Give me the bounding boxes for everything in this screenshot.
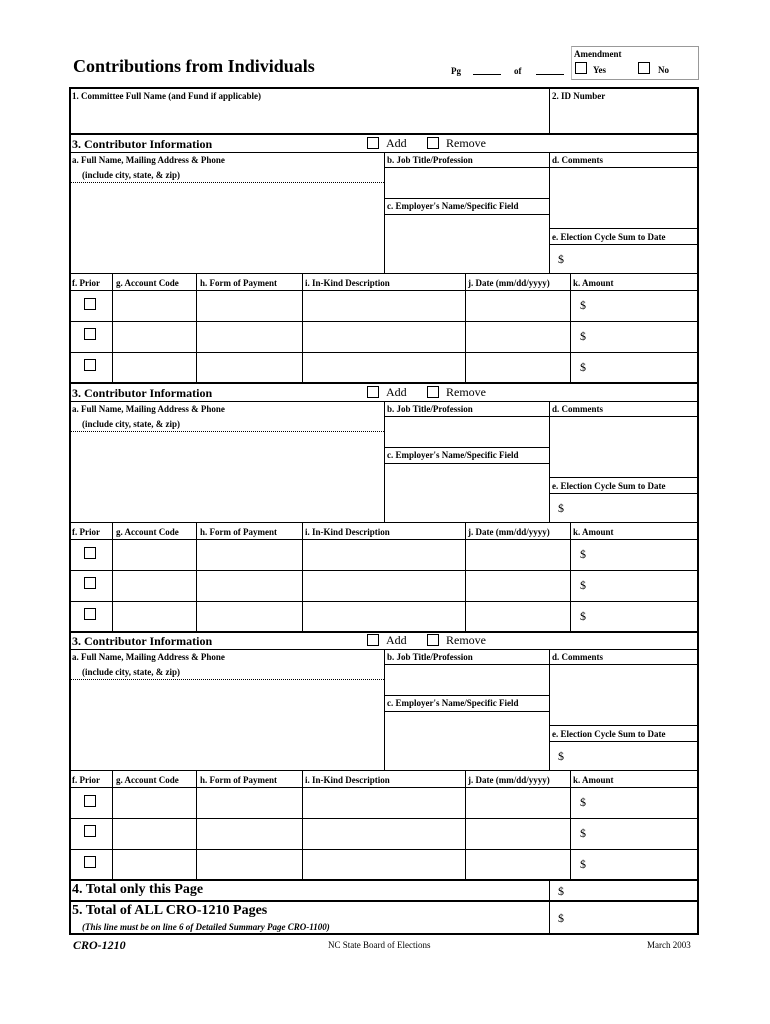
date-col-label: j. Date (mm/dd/yyyy) [468,527,550,537]
employer-field[interactable] [385,712,549,769]
amount-dollar: $ [580,609,586,623]
contributor-section-label: 3. Contributor Information [72,137,213,151]
account-code-col-label: g. Account Code [116,527,179,537]
committee-name-field[interactable] [70,104,549,133]
remove-checkbox[interactable] [427,634,439,646]
full-name-label: a. Full Name, Mailing Address & Phone [72,155,225,165]
election-sum-label: e. Election Cycle Sum to Date [552,729,666,739]
job-title-field[interactable] [385,168,549,197]
remove-label: Remove [446,136,486,150]
election-sum-field[interactable] [570,495,696,521]
employer-field[interactable] [385,215,549,272]
form-title: Contributions from Individuals [73,56,315,76]
job-title-label: b. Job Title/Profession [387,155,473,165]
prior-checkbox[interactable] [84,298,96,310]
all-pages-total-field[interactable] [570,903,696,933]
election-sum-dollar: $ [558,252,564,266]
job-title-label: b. Job Title/Profession [387,652,473,662]
prior-checkbox[interactable] [84,795,96,807]
full-name-field[interactable] [70,432,384,522]
election-sum-dollar: $ [558,501,564,515]
pg-label: Pg [451,66,461,76]
prior-col-label: f. Prior [72,527,100,537]
prior-checkbox[interactable] [84,547,96,559]
committee-name-label: 1. Committee Full Name (and Fund if applicable) [72,91,261,101]
amount-col-label: k. Amount [573,527,614,537]
remove-label: Remove [446,633,486,647]
amount-dollar: $ [580,329,586,343]
id-number-field[interactable] [551,104,697,133]
employer-label: c. Employer's Name/Specific Field [387,450,519,460]
comments-field[interactable] [550,665,698,725]
full-name-sub-label: (include city, state, & zip) [82,419,180,429]
payment-col-label: h. Form of Payment [200,775,277,785]
remove-checkbox[interactable] [427,386,439,398]
remove-checkbox[interactable] [427,137,439,149]
prior-col-label: f. Prior [72,775,100,785]
payment-col-label: h. Form of Payment [200,278,277,288]
full-name-label: a. Full Name, Mailing Address & Phone [72,404,225,414]
prior-checkbox[interactable] [84,577,96,589]
account-code-col-label: g. Account Code [116,775,179,785]
amount-dollar: $ [580,826,586,840]
election-sum-field[interactable] [570,246,696,272]
pg-field[interactable] [473,74,501,75]
inkind-col-label: i. In-Kind Description [305,775,390,785]
page-total-field[interactable] [570,881,696,900]
amount-dollar: $ [580,795,586,809]
comments-label: d. Comments [552,404,603,414]
amendment-no-checkbox[interactable] [638,62,650,74]
amount-dollar: $ [580,298,586,312]
amount-col-label: k. Amount [573,775,614,785]
full-name-sub-label: (include city, state, & zip) [82,170,180,180]
employer-label: c. Employer's Name/Specific Field [387,201,519,211]
full-name-field[interactable] [70,680,384,770]
amount-dollar: $ [580,857,586,871]
amount-dollar: $ [580,578,586,592]
full-name-sub-label: (include city, state, & zip) [82,667,180,677]
prior-checkbox[interactable] [84,359,96,371]
account-code-col-label: g. Account Code [116,278,179,288]
comments-label: d. Comments [552,155,603,165]
agency-name: NC State Board of Elections [328,940,431,950]
contributor-section-label: 3. Contributor Information [72,386,213,400]
add-label: Add [386,633,407,647]
job-title-field[interactable] [385,417,549,446]
date-col-label: j. Date (mm/dd/yyyy) [468,278,550,288]
inkind-col-label: i. In-Kind Description [305,527,390,537]
employer-label: c. Employer's Name/Specific Field [387,698,519,708]
amendment-yes-checkbox[interactable] [575,62,587,74]
add-checkbox[interactable] [367,137,379,149]
payment-col-label: h. Form of Payment [200,527,277,537]
amount-col-label: k. Amount [573,278,614,288]
prior-checkbox[interactable] [84,608,96,620]
amendment-no-label: No [658,65,669,75]
prior-checkbox[interactable] [84,328,96,340]
comments-label: d. Comments [552,652,603,662]
contributor-section-label: 3. Contributor Information [72,634,213,648]
prior-checkbox[interactable] [84,856,96,868]
revision-date: March 2003 [647,940,691,950]
job-title-label: b. Job Title/Profession [387,404,473,414]
job-title-field[interactable] [385,665,549,694]
full-name-label: a. Full Name, Mailing Address & Phone [72,652,225,662]
employer-field[interactable] [385,464,549,521]
of-label: of [514,66,522,76]
election-sum-label: e. Election Cycle Sum to Date [552,481,666,491]
amount-dollar: $ [580,360,586,374]
date-col-label: j. Date (mm/dd/yyyy) [468,775,550,785]
form-id: CRO-1210 [73,938,126,952]
page-total-dollar: $ [558,884,564,898]
comments-field[interactable] [550,417,698,477]
prior-col-label: f. Prior [72,278,100,288]
add-label: Add [386,385,407,399]
id-number-label: 2. ID Number [552,91,606,101]
of-field[interactable] [536,74,564,75]
election-sum-label: e. Election Cycle Sum to Date [552,232,666,242]
election-sum-dollar: $ [558,749,564,763]
full-name-field[interactable] [70,183,384,273]
all-pages-total-dollar: $ [558,911,564,925]
amendment-yes-label: Yes [593,65,606,75]
page-total-label: 4. Total only this Page [72,882,204,897]
comments-field[interactable] [550,168,698,228]
all-pages-total-note: (This line must be on line 6 of Detailed Summary Page CRO-1100) [82,922,330,932]
inkind-col-label: i. In-Kind Description [305,278,390,288]
add-checkbox[interactable] [367,386,379,398]
prior-checkbox[interactable] [84,825,96,837]
election-sum-field[interactable] [570,743,696,769]
all-pages-total-label: 5. Total of ALL CRO-1210 Pages [72,903,268,918]
remove-label: Remove [446,385,486,399]
add-label: Add [386,136,407,150]
add-checkbox[interactable] [367,634,379,646]
amendment-label: Amendment [574,49,622,59]
amount-dollar: $ [580,547,586,561]
